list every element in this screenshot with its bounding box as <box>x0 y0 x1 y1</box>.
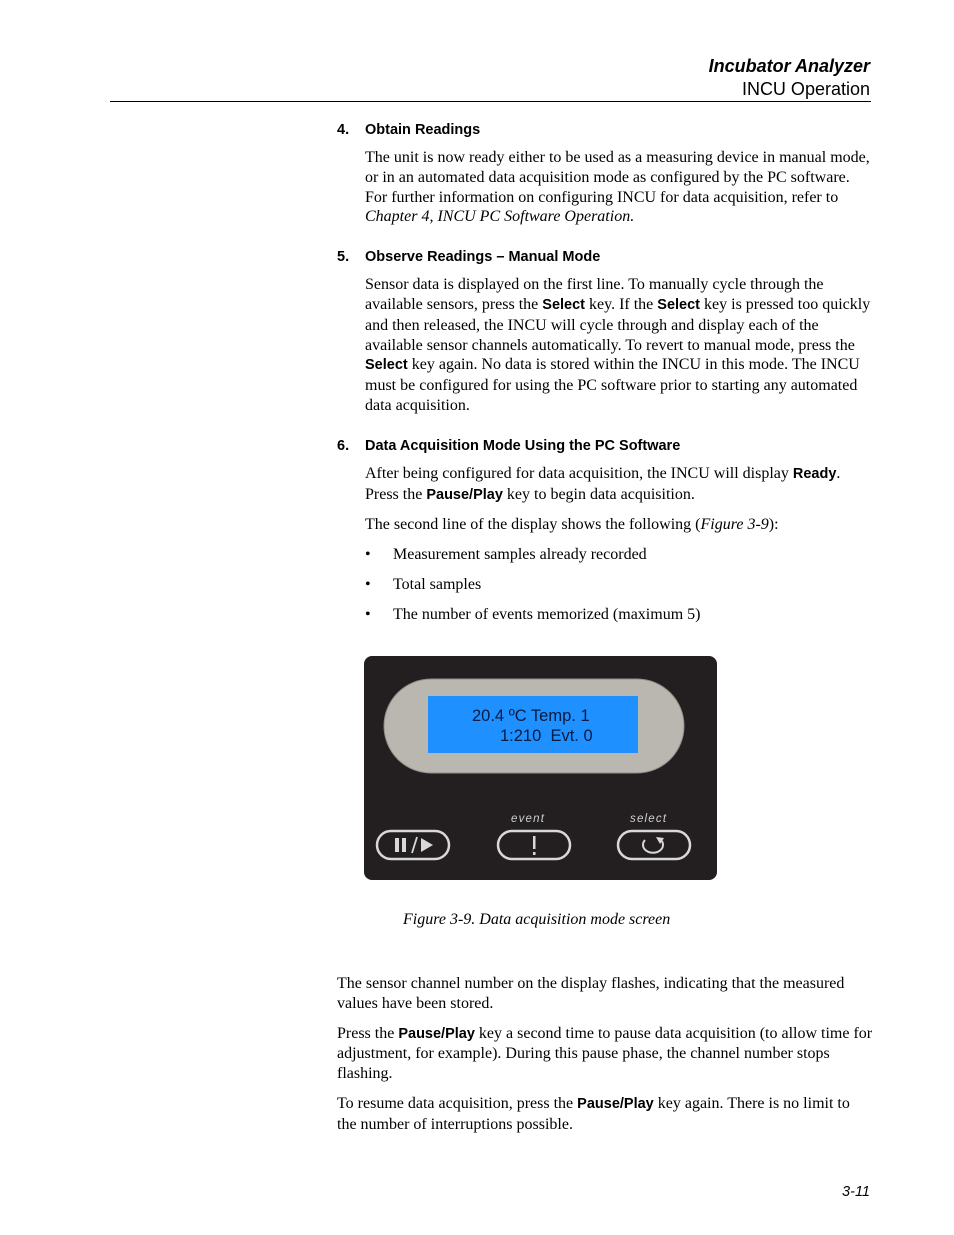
text-run: key is pressed too quickly and then released, the INCU will cycle through and display each of the available sensor channels automatically. To revert to manual mode, press the <box>365 295 871 354</box>
text-run: key. If the <box>585 295 658 313</box>
section-heading <box>337 247 873 265</box>
chapter-reference: Chapter 4, INCU PC Software Operation. <box>365 208 635 226</box>
header-title: Incubator Analyzer <box>708 56 870 76</box>
list-item <box>365 545 873 565</box>
section-title: Data Acquisition Mode Using the PC Software <box>365 437 681 454</box>
section-heading <box>337 436 873 454</box>
figure-caption: Figure 3-9. Data acquisition mode screen <box>403 911 671 928</box>
ready-label: Ready <box>792 465 837 482</box>
select-key-label: Select <box>657 296 701 313</box>
section-number: 4. <box>337 122 350 138</box>
select-key-label: select <box>630 813 668 825</box>
list-item-text: Measurement samples already recorded <box>393 546 647 564</box>
text-run: key again. There is no limit to the number of interruptions possible. <box>337 1094 850 1133</box>
text-run: Press the <box>337 1024 399 1042</box>
figure-reference: Figure 3-9 <box>700 516 769 534</box>
text-run: ): <box>768 516 779 534</box>
text-run: The unit is now ready either to be used as a measuring device in manual mode, or in an automated data acquisition mode as configured by the PC software. For further information on configuring INCU for data acquisition, refer to <box>365 149 870 206</box>
lcd-line-2: 1:210 Evt. 0 <box>500 727 593 745</box>
text-run: Sensor data is displayed on the first line. To manually cycle through the available sensors, press the <box>365 276 824 313</box>
bullet-icon: • <box>365 606 371 624</box>
text-run: To resume data acquisition, press the <box>337 1094 578 1112</box>
paragraph <box>365 275 873 416</box>
page-number: 3-11 <box>842 1184 870 1200</box>
text-run: . Press the <box>365 464 841 503</box>
section-number: 6. <box>337 437 350 454</box>
select-key-label: Select <box>365 357 408 374</box>
list-item-text: The number of events memorized (maximum 5) <box>393 606 701 624</box>
section-title: Observe Readings – Manual Mode <box>365 249 601 266</box>
lcd-screen <box>428 696 638 753</box>
list-item <box>365 575 873 595</box>
text-run: The second line of the display shows the following ( <box>365 516 701 534</box>
paragraph <box>337 1094 873 1135</box>
bullet-icon: • <box>365 576 371 594</box>
paragraph <box>365 148 873 227</box>
text-run: key a second time to pause data acquisition (to allow time for adjustment, for example). During this pause phase, the channel number stops flashing. <box>337 1024 873 1083</box>
header-rule <box>110 101 871 102</box>
exclamation-icon <box>533 836 536 855</box>
bullet-icon: • <box>365 546 371 564</box>
section-heading <box>337 120 873 138</box>
text-run: After being configured for data acquisition, the INCU will display <box>365 464 793 482</box>
main-content <box>337 120 873 625</box>
paragraph <box>365 515 873 535</box>
select-key-label: Select <box>542 296 586 313</box>
closing-text <box>337 974 873 1135</box>
section-title: Obtain Readings <box>365 122 481 138</box>
pause-play-key-label: Pause/Play <box>577 1095 654 1112</box>
paragraph <box>365 464 873 506</box>
bullet-list <box>365 545 873 625</box>
header-subtitle: INCU Operation <box>741 79 870 99</box>
paragraph: The sensor channel number on the display flashes, indicating that the measured values have been stored. <box>337 975 845 1012</box>
list-item <box>365 605 873 625</box>
event-key-label: event <box>511 813 546 825</box>
paragraph <box>337 1024 873 1084</box>
text-run: key to begin data acquisition. <box>502 485 695 503</box>
section-number: 5. <box>337 249 350 266</box>
list-item-text: Total samples <box>393 576 482 594</box>
device-panel-figure <box>364 656 717 880</box>
text-run: key again. No data is stored within the INCU in this mode. The INCU must be configured for using the PC software prior to starting any automated data acquisition. <box>365 356 860 414</box>
lcd-line-1: 20.4 ºC Temp. 1 <box>472 707 590 725</box>
pause-play-key-label: Pause/Play <box>398 1025 475 1042</box>
pause-play-key-label: Pause/Play <box>426 486 503 503</box>
